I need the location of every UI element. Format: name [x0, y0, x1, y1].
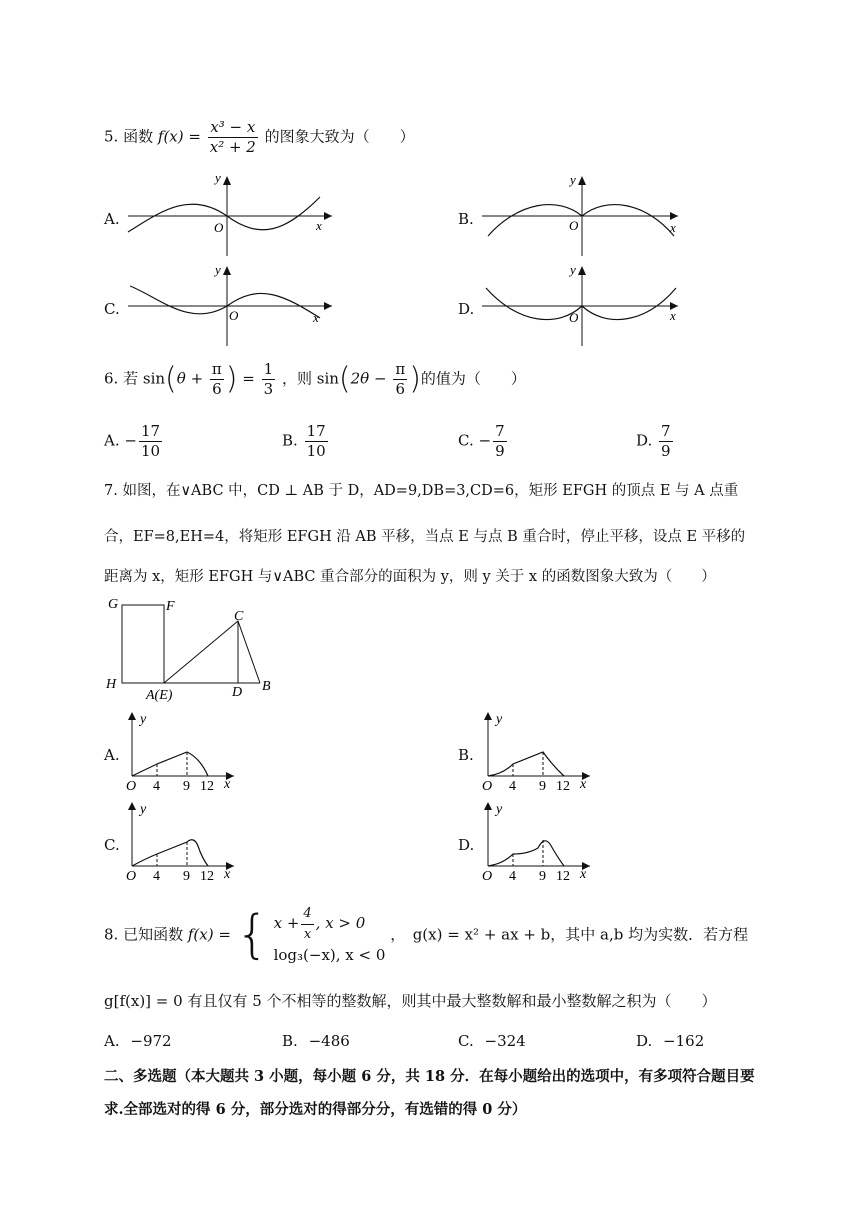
section2-line-2: 求.全部选对的得 6 分，部分选对的得部分分，有选错的得 0 分） — [104, 1101, 527, 1118]
label-ae: A(E) — [146, 688, 173, 703]
q7-option-a-label: A. — [104, 746, 120, 764]
q6-option-b-label: B. — [282, 431, 298, 450]
q5-post: 的图象大致为（ ） — [264, 127, 415, 146]
q5-stem — [104, 120, 415, 155]
q7-graph-a — [122, 706, 242, 792]
svg-text:x: x — [316, 218, 322, 233]
q7-figure — [100, 592, 290, 704]
q8-option-b-label: B. — [282, 1032, 298, 1050]
label-b: B — [262, 679, 271, 694]
q6-one: 1 — [263, 360, 274, 378]
svg-text:4: 4 — [509, 779, 516, 792]
svg-text:x: x — [580, 867, 587, 882]
q5-numerator: x³ − x — [208, 120, 258, 138]
svg-text:O: O — [569, 218, 579, 233]
q8-option-d-value: −162 — [663, 1032, 705, 1050]
q5-option-c-label: C. — [104, 300, 120, 318]
q6-option-b-frac — [305, 424, 328, 459]
svg-text:y: y — [215, 262, 221, 277]
q6-mid: ，则 — [281, 369, 312, 388]
q7-option-b-label: B. — [458, 746, 474, 764]
q6-option-a-label: A. — [104, 431, 120, 450]
svg-text:4: 4 — [509, 869, 516, 882]
svg-text:x: x — [670, 308, 676, 323]
q6-post: 的值为（ ） — [420, 369, 526, 388]
q6-three: 3 — [263, 380, 274, 398]
q8-option-a-value: −972 — [130, 1032, 172, 1050]
q8-line-2: g[f(x)] = 0 有且仅有 5 个不相等的整数解，则其中最大整数解和最小整数解之积为（ ） — [104, 992, 717, 1010]
q8-pre: 8. 已知函数 — [104, 925, 184, 944]
q5-pre: 函数 — [123, 127, 154, 146]
svg-text:12: 12 — [200, 869, 214, 882]
q8-stem — [104, 906, 748, 964]
q8-option-a — [104, 1034, 172, 1049]
q8-option-d-label: D. — [636, 1032, 653, 1050]
label-c: C — [234, 609, 244, 624]
q6-pi-over-6-b — [393, 362, 407, 397]
svg-text:4: 4 — [153, 779, 160, 792]
q8-case1 — [274, 906, 386, 942]
svg-text:12: 12 — [556, 779, 570, 792]
q8-gx: ， g(x) = x² + ax + b，其中 a,b 均为实数．若方程 — [390, 925, 749, 944]
q5-graph-b — [478, 172, 688, 262]
q5-graph-a — [120, 172, 340, 262]
q7-option-c-label: C. — [104, 836, 120, 854]
q6-option-b-den: 10 — [306, 442, 326, 460]
q6-option-c-num: 7 — [495, 422, 505, 440]
q5-graph-d — [478, 262, 688, 352]
q7-line-1: 7. 如图，在∨ABC 中，CD ⊥ AB 于 D，AD=9,DB=3,CD=6，矩形 EFGH 的顶点 E 与 A 点重 — [104, 483, 739, 499]
q6-lparen1: ( — [165, 361, 177, 397]
q8-option-a-label: A. — [104, 1032, 120, 1050]
q5-number: 5. — [104, 127, 119, 146]
q6-option-d-label: D. — [636, 431, 653, 450]
q5-denominator: x² + 2 — [209, 138, 256, 156]
q8-case1-den: x — [303, 926, 312, 942]
svg-text:4: 4 — [153, 869, 160, 882]
section2-line-1: 二、多选题（本大题共 3 小题，每小题 6 分，共 18 分．在每小题给出的选项中，有多项符合题目要 — [104, 1068, 755, 1085]
q8-option-b — [282, 1034, 350, 1049]
q6-eq: = — [242, 369, 255, 388]
q8-case1-a: x + — [273, 914, 300, 933]
q6-six-a: 6 — [212, 380, 222, 398]
label-h: H — [106, 677, 117, 692]
q6-option-b-num: 17 — [306, 422, 326, 440]
q6-stem — [104, 362, 526, 397]
q8-option-c-value: −324 — [484, 1032, 526, 1050]
q6-theta-plus: θ + — [176, 369, 204, 388]
svg-text:9: 9 — [183, 779, 190, 792]
q5-option-a-label: A. — [104, 210, 120, 228]
q8-case1-frac — [301, 906, 313, 942]
svg-text:x: x — [224, 867, 231, 882]
q6-option-a-den: 10 — [140, 442, 161, 460]
q6-option-c — [458, 424, 509, 459]
q6-pre: 若 — [123, 369, 139, 388]
q6-option-b — [282, 424, 330, 459]
label-g: G — [108, 597, 119, 612]
q8-case1-b: , x > 0 — [315, 914, 366, 933]
q6-number: 6. — [104, 369, 119, 388]
q7-line-3: 距离为 x，矩形 EFGH 与∨ABC 重合部分的面积为 y，则 y 关于 x 的函数图象大致为（ ） — [104, 569, 716, 585]
svg-text:x: x — [670, 220, 676, 235]
svg-text:y: y — [496, 712, 503, 727]
svg-text:O: O — [482, 779, 493, 792]
q7-line-2: 合，EF=8,EH=4，将矩形 EFGH 沿 AB 平移，当点 E 与点 B 重合时，停止平移，设点 E 平移的 — [104, 529, 746, 545]
q8-option-c — [458, 1034, 526, 1049]
q5-graph-c — [120, 262, 340, 352]
label-d: D — [232, 685, 243, 700]
q8-case1-num: 4 — [301, 906, 313, 925]
q7-graph-b — [478, 706, 598, 792]
q6-option-a-frac — [139, 424, 162, 459]
q6-pi-over-6-a — [210, 362, 224, 397]
q8-option-d — [636, 1034, 704, 1049]
q8-option-c-label: C. — [458, 1032, 474, 1050]
svg-text:y: y — [496, 802, 503, 817]
q6-option-c-frac — [493, 424, 507, 459]
q6-option-c-den: 9 — [495, 442, 505, 460]
svg-text:O: O — [229, 308, 239, 323]
svg-text:y: y — [215, 172, 221, 185]
q6-option-a-num: 17 — [140, 422, 161, 440]
q6-option-d-num: 7 — [661, 422, 671, 440]
q8-option-b-value: −486 — [308, 1032, 350, 1050]
q6-option-d-den: 9 — [661, 442, 671, 460]
svg-text:O: O — [482, 869, 493, 882]
q6-option-a-sign: − — [124, 431, 137, 450]
q6-two-theta-minus: 2θ − — [350, 369, 387, 388]
q8-fx: f(x) = — [187, 925, 231, 944]
q5-fx: f(x) = — [157, 127, 201, 146]
q6-pi-a: π — [211, 360, 222, 378]
q6-sin2: sin — [316, 369, 339, 388]
svg-text:O: O — [569, 310, 579, 325]
svg-text:y: y — [140, 802, 147, 817]
q6-option-d — [636, 424, 675, 459]
q6-lparen2: ( — [338, 361, 351, 397]
svg-text:9: 9 — [183, 869, 190, 882]
q6-pi-b: π — [395, 360, 406, 378]
q6-option-d-frac — [659, 424, 673, 459]
q7-option-d-label: D. — [458, 836, 475, 854]
svg-text:9: 9 — [539, 869, 546, 882]
q7-graph-c — [122, 796, 242, 882]
svg-text:x: x — [224, 777, 231, 792]
q6-option-c-label: C. — [458, 431, 474, 450]
q5-fraction — [208, 120, 258, 155]
svg-text:O: O — [126, 779, 137, 792]
svg-text:x: x — [580, 777, 587, 792]
label-f: F — [166, 599, 175, 614]
q5-option-d-label: D. — [458, 300, 475, 318]
svg-text:12: 12 — [200, 779, 214, 792]
svg-text:O: O — [126, 869, 137, 882]
q6-rparen1: ) — [225, 361, 238, 397]
q8-cases — [274, 906, 386, 964]
q6-one-third — [262, 362, 276, 397]
q8-case2: log₃(−x), x < 0 — [273, 946, 386, 965]
q6-option-c-sign: − — [478, 431, 492, 450]
q8-brace: { — [235, 905, 269, 966]
svg-text:9: 9 — [539, 779, 546, 792]
svg-text:y: y — [140, 712, 147, 727]
svg-text:y: y — [570, 172, 576, 187]
q7-graph-d — [478, 796, 598, 882]
q6-six-b: 6 — [395, 380, 406, 398]
svg-text:y: y — [570, 262, 576, 277]
svg-text:12: 12 — [556, 869, 570, 882]
q6-rparen2: ) — [409, 361, 421, 397]
q6-sin1: sin — [142, 369, 166, 388]
svg-text:O: O — [214, 220, 224, 235]
q5-option-b-label: B. — [458, 210, 474, 228]
svg-text:x: x — [313, 310, 319, 325]
q6-option-a — [104, 424, 164, 459]
